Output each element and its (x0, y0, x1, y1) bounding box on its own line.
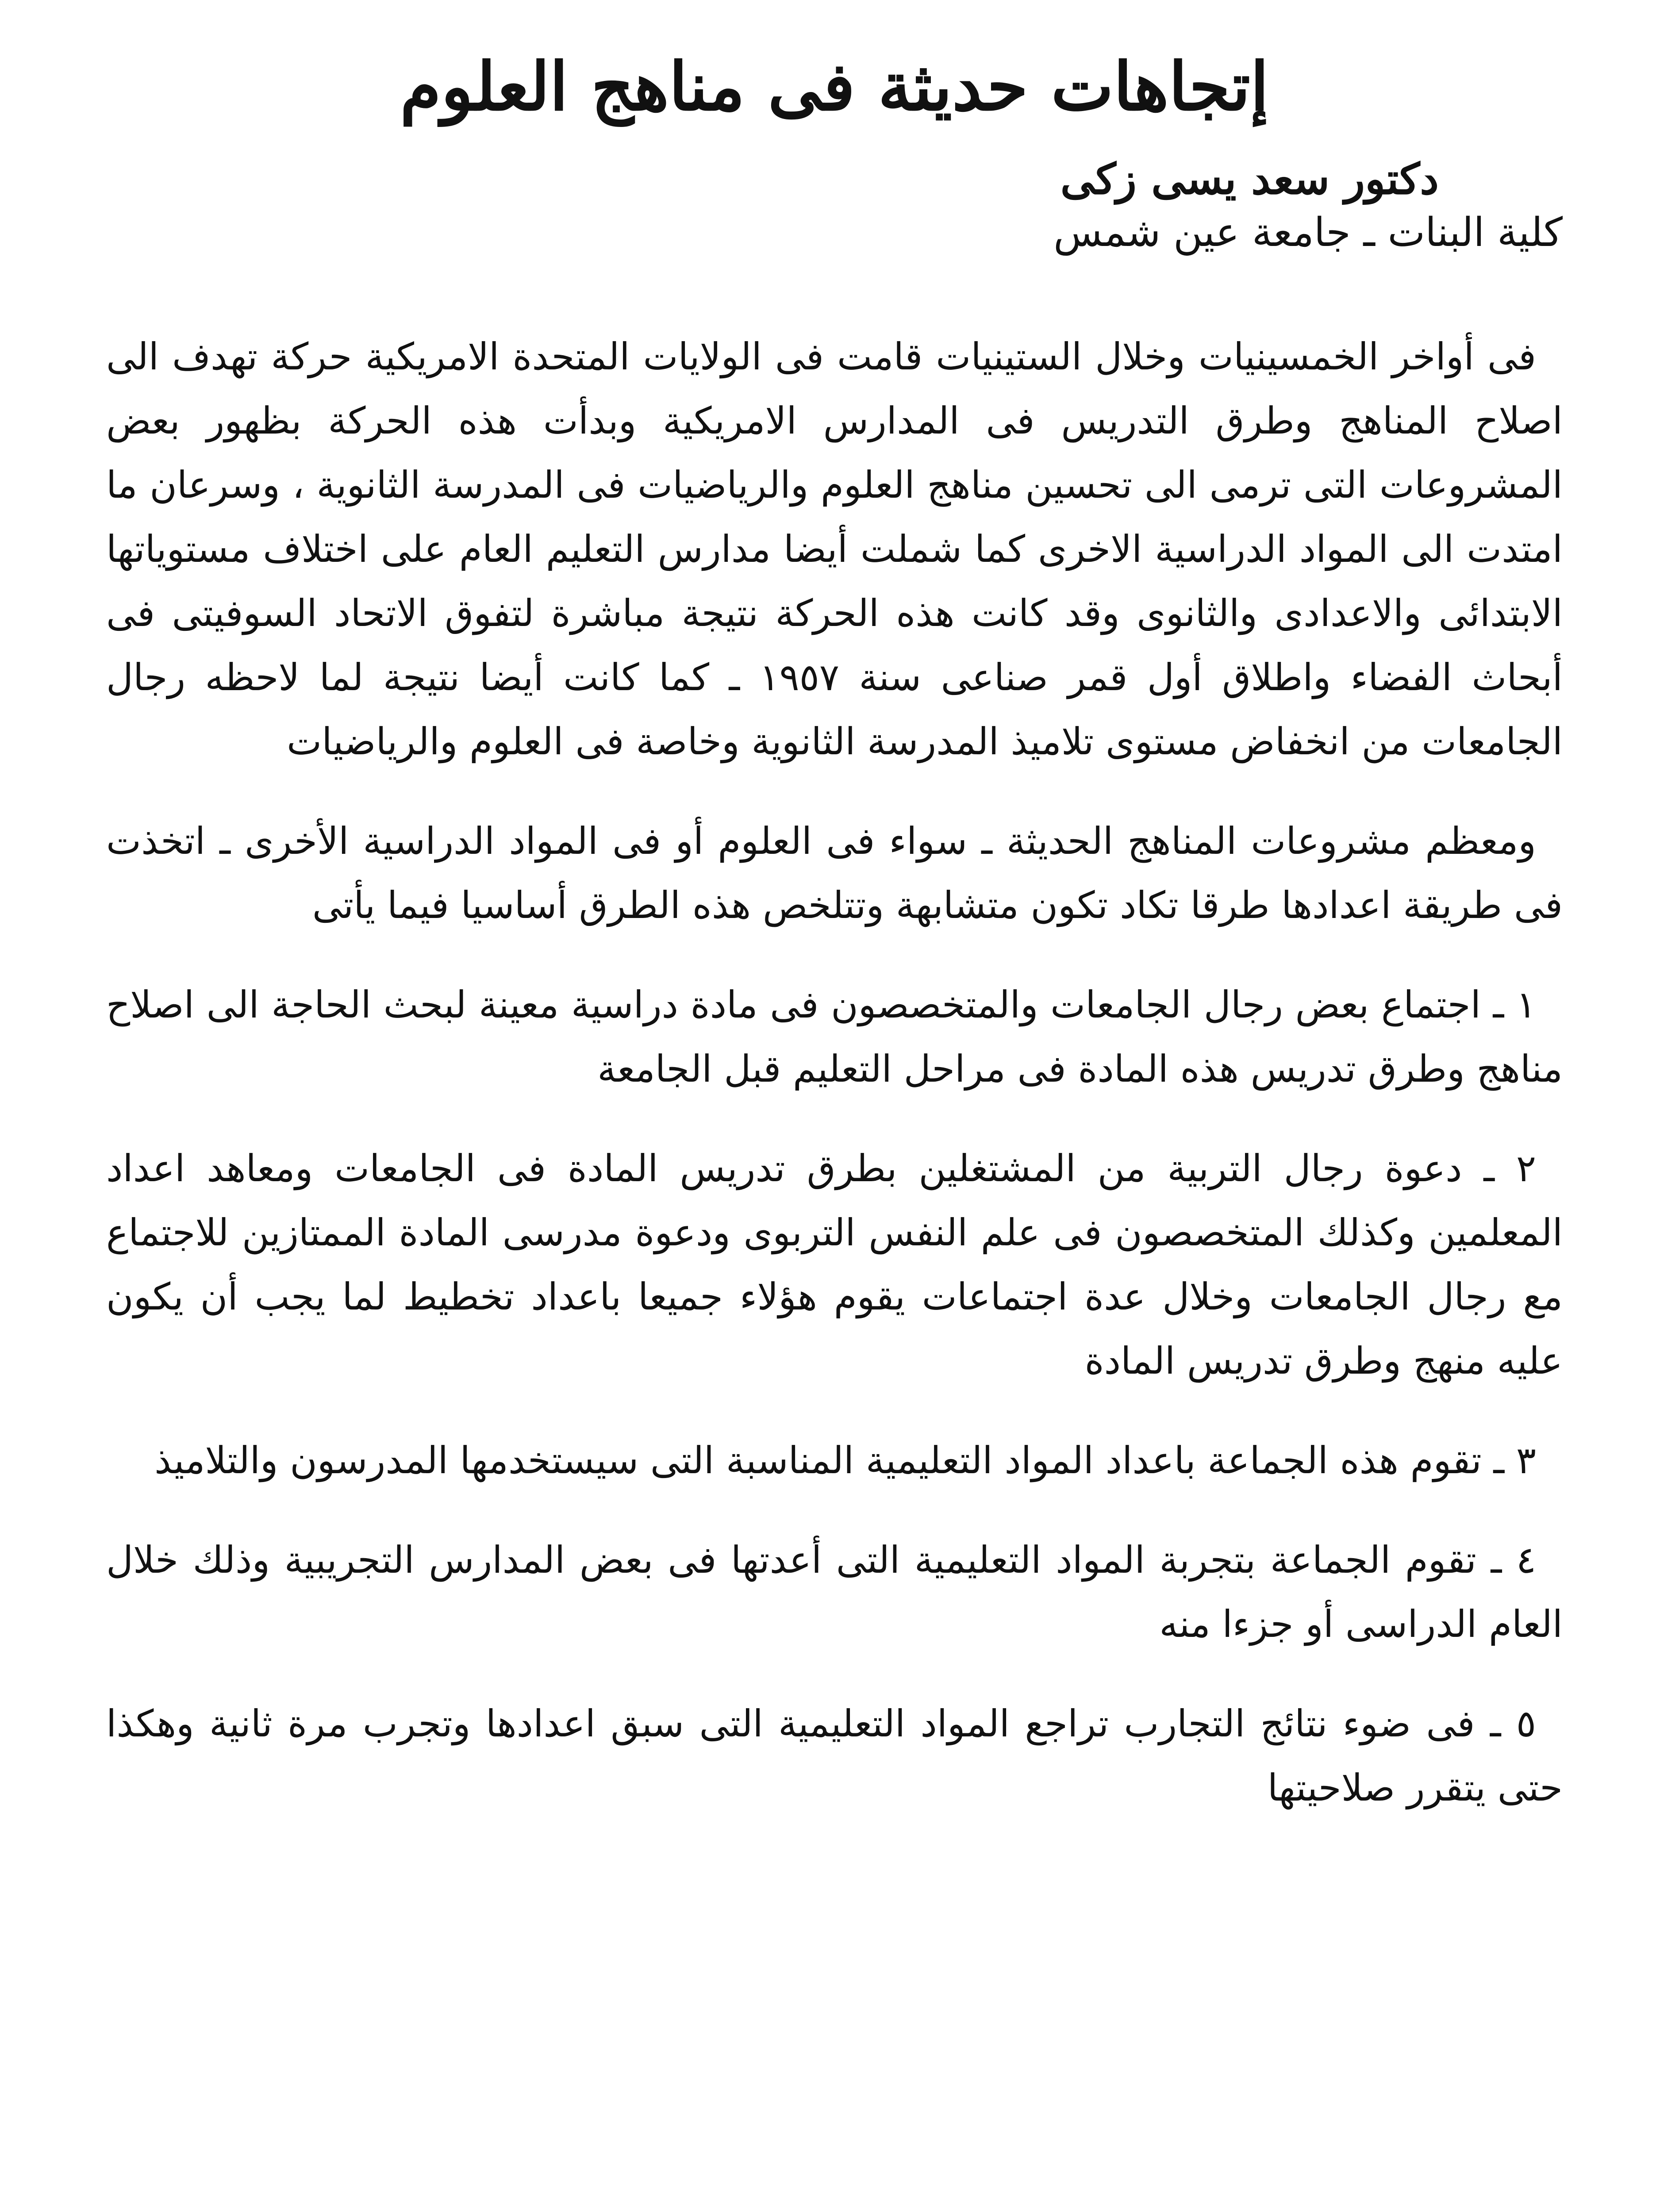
list-item-4: ٤ ـ تقوم الجماعة بتجربة المواد التعليمية التى أعدتها فى بعض المدارس التجريبية وذلك خلال العام الدراسى أو جزءا منه (106, 1538, 1563, 1646)
paragraph-methods: ومعظم مشروعات المناهج الحديثة ـ سواء فى العلوم أو فى المواد الدراسية الأخرى ـ اتخذت فى طريقة اعدادها طرقا تكاد تكون متشابهة وتتلخص هذه الطرق أساسيا فيما يأتى (106, 819, 1563, 927)
list-item-5: ٥ ـ فى ضوء نتائج التجارب تراجع المواد التعليمية التى سبق اعدادها وتجرب مرة ثانية وهكذا حتى يتقرر صلاحيتها (106, 1702, 1563, 1810)
list-item-3: ٣ ـ تقوم هذه الجماعة باعداد المواد التعليمية المناسبة التى سيستخدمها المدرسون والتلاميذ (154, 1439, 1536, 1482)
list-item-1: ١ ـ اجتماع بعض رجال الجامعات والمتخصصون فى مادة دراسية معينة لبحث الحاجة الى اصلاح مناهج وطرق تدريس هذه المادة فى مراحل التعليم قبل الجامعة (106, 983, 1563, 1091)
author-name: دكتور سعد يسى زكى (1060, 154, 1439, 204)
list-item-2: ٢ ـ دعوة رجال التربية من المشتغلين بطرق تدريس المادة فى الجامعات ومعاهد اعداد المعلمين وكذلك المتخصصون فى علم النفس التربوى ودعوة مدرسى المادة الممتازين للاجتماع مع رجال الجامعات وخلال عدة اجتماعات يقوم هؤلاء جميعا باعداد تخطيط لما يجب أن يكون عليه منهج وطرق تدريس المادة (106, 1147, 1563, 1383)
author-affiliation: كلية البنات ـ جامعة عين شمس (1053, 209, 1563, 256)
paragraph-intro: فى أواخر الخمسينيات وخلال الستينيات قامت فى الولايات المتحدة الامريكية حركة تهدف الى اصلاح المناهج وطرق التدريس فى المدارس الامريكية وبدأت هذه الحركة بظهور بعض المشروعات التى ترمى الى تحسين مناهج العلوم والرياضيات فى المدرسة الثانوية ، وسرعان ما امتدت الى المواد الدراسية الاخرى كما شملت أيضا مدارس التعليم العام على اختلاف مستوياتها الابتدائى والاعدادى والثانوى وقد كانت هذه الحركة نتيجة مباشرة لتفوق الاتحاد السوفيتى فى أبحاث الفضاء واطلاق أول قمر صناعى سنة ١٩٥٧ ـ كما كانت أيضا نتيجة لما لاحظه رجال الجامعات من انخفاض مستوى تلاميذ المدرسة الثانوية وخاصة فى العلوم والرياضيات (106, 335, 1563, 764)
page-title: إتجاهات حديثة فى مناهج العلوم (400, 48, 1269, 126)
